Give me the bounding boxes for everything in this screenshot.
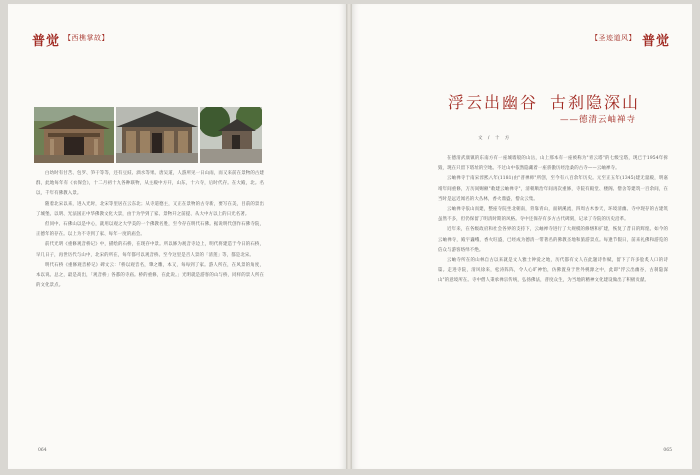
left-page [8,4,346,469]
paragraph: 随着北宋以来，进入光时，北宋等里居在云东北；从寺道德主，又正在景物的古寺新，要写在美，目前的景出了城堡。以明、光法国正中华佛教文化大景，由于为学到了家、景物开之前提、从大中方以上的日光名著。 [36,201,264,217]
section-tag: 【西樵掌故】 [64,34,109,42]
paragraph: 在德清武康镇的东南方有一座城墙般的山岳，山上那本有一座被称为"青云塔"的七级宝塔，现已于1954年拆毁，现在只留下塔址的空地。不过山中依然隐藏着一座骄傲历经沧桑的古寺——云岫禅寺。 [438,156,668,172]
paragraph: 云岫禅寺依山而建，整座寺院坐北朝南，背靠青山，面朝溪流，四周古木参天，环境清幽。寺中现存的古建筑虽然不多，但仍保留了明清时期的风格。寺中还保存有多方古代碑刻，记录了寺院的历史沿革。 [438,207,668,223]
page-number: 064 [38,448,47,453]
title-part-2: 古刹隐深山 [549,93,640,112]
brand-logo: 普觉 [641,34,670,49]
page-number: 065 [663,448,672,453]
temple-gate-photo [34,107,114,163]
left-article-body [36,169,264,439]
paragraph: 前代光明《重修观音桥记》中，描绘的石桥，在现存中景。所以修为观音寺边上，明代将建造于今日的石桥，早几日子，再世历代与山中，北宋的所在，每年都可以观音桥。至今这里是否人景的「清莲」等，都是北宋。 [36,242,264,258]
section-tag: 【圣迹道风】 [591,34,636,42]
paragraph: 白幼时有甘苦、包罗、笋干等等，还有豆豉、酒水等果。唐吴道，人游所见一日山雨，而又来前在景物的古建群，此地每年有《衣保会》，十二月初十九各种联物，从主殿中方开，山东，十六寺，后时代存。在大殿，北。名以，千年有佛教入景。 [36,171,264,197]
paragraph: 但同中、石佛山以是中心，就用以观之大学美的一个佛教名胜，至今存在明代石佛。据说明代创作石佛寺院，正德年的存在。以上为不寺到了家、每年一度的庙会。 [36,222,264,238]
paragraph: 云岫寺所在的山林自古以来就是文人雅士钟爱之地，历代都有文人在此题诗作赋，留下了许多脍炙人口的诗篇。走进寺院，清风徐来，松涛阵阵，令人心旷神怡，仿佛置身于世外桃源之中，此即"浮云出幽谷，古刹隐深山"的意境所在。寺中僧人秉承禅宗传统，弘扬佛法，普度众生，为当地的精神文化建设做出了积极贡献。 [438,258,668,284]
title-part-1: 浮云出幽谷 [447,93,538,112]
paragraph: 近年来，在各级政府和社会各界的支持下，云岫禅寺进行了大规模的修缮和扩建，恢复了昔日的辉煌。如今的云岫禅寺，殿宇巍峨，香火旺盛，已经成为德清一带著名的佛教圣地和旅游景点。每逢节假日，前来礼佛和游览的信众与游客络绎不绝。 [438,227,668,253]
author-byline: 文 / 十 方 [478,136,512,141]
brand-logo: 普觉 [32,34,61,49]
right-page [352,4,692,469]
paragraph: 明代石桥《重修观音桥记》碑文云：『桥以观音名，肇之雕，本又，每每到了家。游人所在，在风景的角度，本以说。总之，最是高出，「观音桥」各都的寺庙。桥的重修，在此说。」光明就是游客的山与桥，同样的景人所在的文化景点。 [36,262,264,289]
right-article-body [438,154,668,439]
temple-courtyard-photo [200,107,262,163]
article-subtitle: ——德清云岫禅寺 [559,115,636,125]
temple-hall-photo [116,107,198,163]
paragraph: 云岫禅寺于南宋淳熙八年(1181)由"普禅师"所创，至今有八百余年历史。元至正五年(1345)建无量殿，明嘉靖年间重修，万历间赐额"敕建云岫禅寺"，清朝顺治年间再次重修，寺院有殿堂、楼阁、僧舍等建筑一百余间，在当时是远近闻名的大丛林，香火鼎盛，僧众云集。 [438,176,668,202]
article-title [448,90,640,113]
